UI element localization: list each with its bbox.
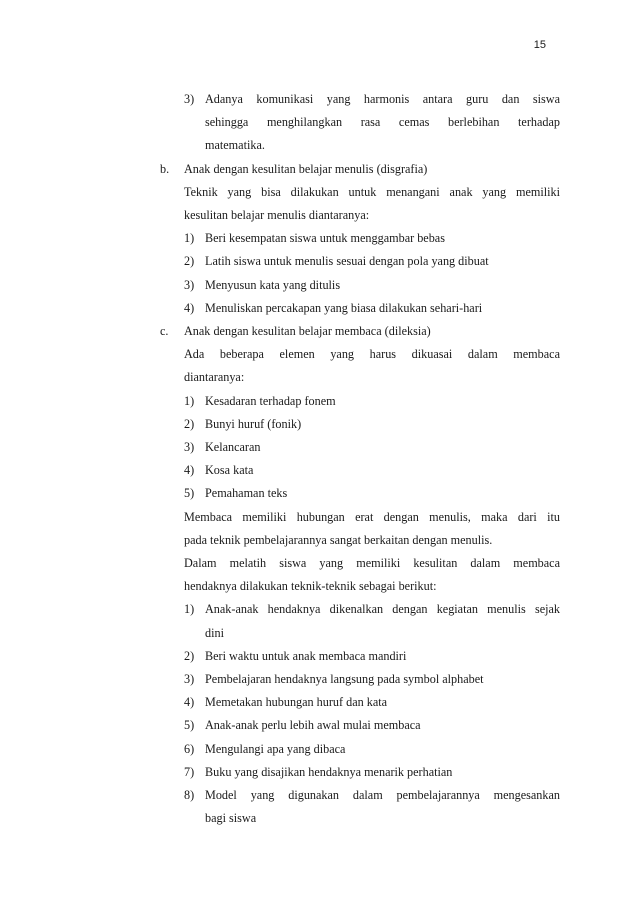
text-line: dini: [205, 625, 224, 640]
section-title: Anak dengan kesulitan belajar menulis (disgrafia): [184, 161, 428, 176]
list-text: Pembelajaran hendaknya langsung pada symbol alphabet: [205, 672, 484, 687]
paragraph: [160, 552, 560, 598]
text-line: Model yang digunakan dalam pembelajarannya mengesankan: [205, 788, 560, 803]
list-text: Beri waktu untuk anak membaca mandiri: [205, 648, 407, 663]
list-item: [160, 761, 560, 784]
list-item: [160, 691, 560, 714]
text-line: Teknik yang bisa dilakukan untuk menangani anak yang memiliki: [184, 184, 560, 199]
list-number: 3): [184, 672, 195, 687]
paragraph: [160, 506, 560, 552]
section-title: Anak dengan kesulitan belajar membaca (dileksia): [184, 324, 431, 339]
list-item: [160, 274, 560, 297]
text-line: sehingga menghilangkan rasa cemas berlebihan terhadap: [205, 115, 560, 130]
list-item: [160, 459, 560, 482]
text-line: pada teknik pembelajarannya sangat berkaitan dengan menulis.: [184, 532, 493, 547]
list-item: [160, 250, 560, 273]
text-line: hendaknya dilakukan teknik-teknik sebagai berikut:: [184, 579, 437, 594]
list-number: 4): [184, 463, 195, 478]
list-item: [160, 784, 560, 830]
list-number: 5): [184, 718, 195, 733]
list-text: Kelancaran: [205, 440, 261, 455]
list-number: 1): [184, 393, 195, 408]
section-heading: [160, 320, 560, 343]
list-text: Mengulangi apa yang dibaca: [205, 741, 346, 756]
list-text: Buku yang disajikan hendaknya menarik perhatian: [205, 764, 453, 779]
list-number: 8): [184, 788, 195, 803]
list-number: 3): [184, 92, 195, 106]
text-line: kesulitan belajar menulis diantaranya:: [184, 208, 370, 223]
list-text: Bunyi huruf (fonik): [205, 416, 302, 431]
page-number: 15: [533, 39, 546, 51]
text-line: Dalam melatih siswa yang memiliki kesulitan dalam membaca: [184, 556, 560, 571]
list-number: 1): [184, 602, 195, 617]
list-item: [160, 482, 560, 505]
text-line: Adanya komunikasi yang harmonis antara guru dan siswa: [205, 92, 560, 106]
list-item: [160, 738, 560, 761]
list-item: [160, 297, 560, 320]
paragraph: [160, 181, 560, 227]
list-number: 6): [184, 741, 195, 756]
list-number: 1): [184, 231, 195, 246]
text-line: Ada beberapa elemen yang harus dikuasai dalam membaca: [184, 347, 560, 362]
list-text: Menyusun kata yang ditulis: [205, 277, 341, 292]
list-text: Menuliskan percakapan yang biasa dilakukan sehari-hari: [205, 300, 483, 315]
list-number: 2): [184, 648, 195, 663]
list-item: [160, 598, 560, 644]
list-text: Anak-anak perlu lebih awal mulai membaca: [205, 718, 421, 733]
list-text: Pemahaman teks: [205, 486, 288, 501]
text-line: Anak-anak hendaknya dikenalkan dengan kegiatan menulis sejak: [205, 602, 560, 617]
list-item: [160, 714, 560, 737]
paragraph: [160, 343, 560, 389]
text-line: Membaca memiliki hubungan erat dengan menulis, maka dari itu: [184, 509, 560, 524]
list-text: Beri kesempatan siswa untuk menggambar bebas: [205, 231, 445, 246]
list-number: 4): [184, 695, 195, 710]
list-number: 7): [184, 764, 195, 779]
section-letter: b.: [160, 161, 170, 176]
list-text: Latih siswa untuk menulis sesuai dengan pola yang dibuat: [205, 254, 489, 269]
list-item: [160, 645, 560, 668]
list-item: [160, 668, 560, 691]
list-number: 4): [184, 300, 195, 315]
list-text: Kosa kata: [205, 463, 254, 478]
list-item: [160, 436, 560, 459]
list-number: 2): [184, 416, 195, 431]
list-text: Memetakan hubungan huruf dan kata: [205, 695, 388, 710]
list-number: 3): [184, 277, 195, 292]
list-item: [160, 413, 560, 436]
list-item: [160, 227, 560, 250]
list-number: 5): [184, 486, 195, 501]
list-number: 2): [184, 254, 195, 269]
list-number: 3): [184, 440, 195, 455]
list-item: [160, 390, 560, 413]
section-letter: c.: [160, 324, 169, 339]
text-line: bagi siswa: [205, 811, 257, 826]
list-item: [160, 88, 560, 158]
page-body: [160, 88, 560, 831]
text-line: matematika.: [205, 138, 265, 153]
text-line: diantaranya:: [184, 370, 245, 385]
section-heading: [160, 158, 560, 181]
list-text: Kesadaran terhadap fonem: [205, 393, 336, 408]
